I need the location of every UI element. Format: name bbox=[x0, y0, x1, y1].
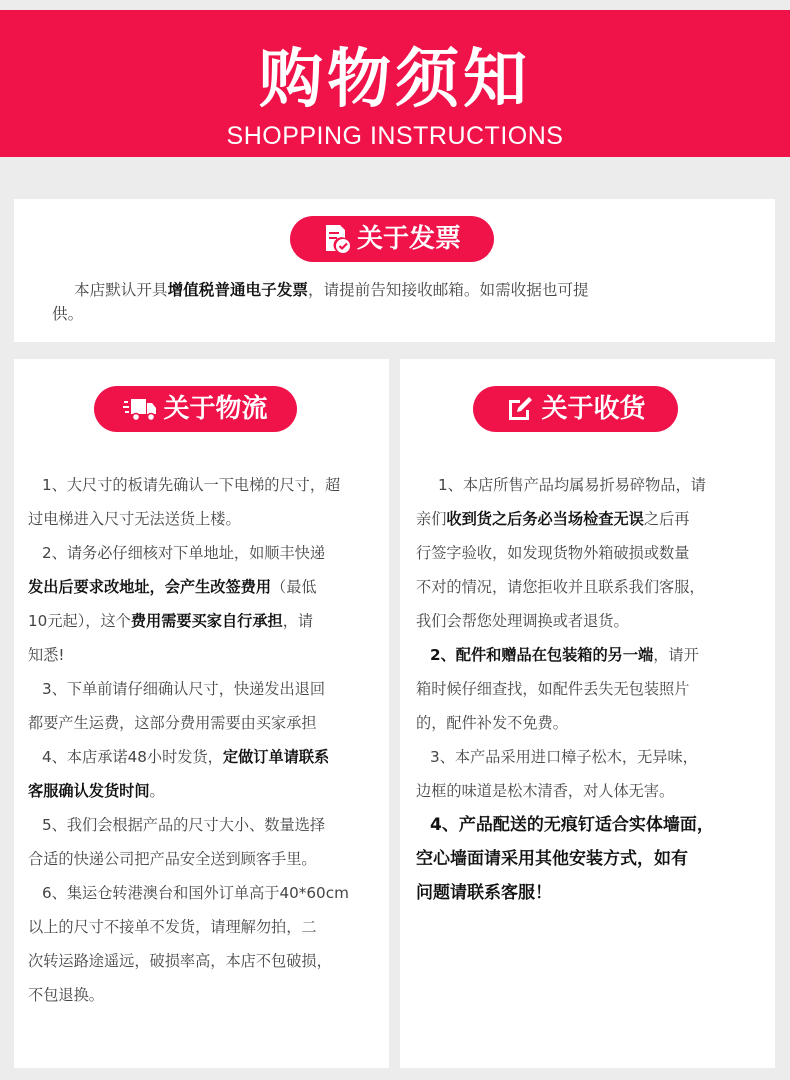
receiving-item-1-text2: 亲们 bbox=[416, 510, 447, 528]
logistics-item-2-line1: 2、请务必仔细核对下单地址，如顺丰快递 bbox=[42, 544, 326, 562]
receiving-item-1-line3: 行签字验收，如发现货物外箱破损或数量 bbox=[416, 544, 690, 562]
logistics-item-2-text3: 10元起），这个 bbox=[28, 612, 131, 630]
logistics-item-4-rest: 。 bbox=[149, 782, 165, 800]
logistics-item-3-line2: 都要产生运费，这部分费用需要由买家承担 bbox=[28, 714, 317, 732]
page-title: 购物须知 bbox=[259, 43, 531, 117]
logistics-item-4-bold2: 客服确认发货时间 bbox=[28, 782, 150, 800]
invoice-text bbox=[52, 278, 767, 326]
logistics-item-3-line1: 3、下单前请仔细确认尺寸，快递发出退回 bbox=[42, 680, 326, 698]
receiving-item-2-bold: 2、配件和赠品在包装箱的另一端 bbox=[430, 646, 654, 664]
logistics-item-2-line4: 知悉! bbox=[28, 646, 65, 664]
receiving-item-2-rest: ，请开 bbox=[653, 646, 699, 664]
invoice-text-line2: 供。 bbox=[52, 305, 84, 323]
logistics-item-2-bold2: 费用需要买家自行承担 bbox=[130, 612, 283, 630]
receiving-item-1-line4: 不对的情况，请您拒收并且联系我们客服， bbox=[416, 578, 705, 596]
receiving-heading: 关于收货 bbox=[541, 394, 646, 424]
receiving-item-2-line1 bbox=[416, 638, 771, 672]
logistics-heading: 关于物流 bbox=[163, 394, 268, 424]
logistics-item-1-line2: 过电梯进入尺寸无法送货上楼。 bbox=[28, 510, 241, 528]
logistics-item-5-line1: 5、我们会根据产品的尺寸大小、数量选择 bbox=[42, 816, 326, 834]
receiving-item-2-line3: 的，配件补发不免费。 bbox=[416, 714, 568, 732]
logistics-item-4-line2 bbox=[28, 774, 389, 808]
logistics-item-6-line1: 6、集运仓转港澳台和国外订单高于40*60cm bbox=[42, 884, 349, 902]
logistics-item-2-rest2: ，请 bbox=[282, 612, 314, 630]
receiving-heading-pill bbox=[473, 386, 678, 432]
edit-note-icon bbox=[505, 395, 535, 423]
logistics-item-1-line1: 1、大尺寸的板请先确认一下电梯的尺寸，超 bbox=[42, 476, 341, 494]
logistics-panel bbox=[14, 359, 389, 1068]
logistics-heading-pill bbox=[94, 386, 297, 432]
logistics-item-4-text1: 4、本店承诺48小时发货， bbox=[42, 748, 223, 766]
logistics-list bbox=[28, 468, 389, 1012]
invoice-heading: 关于发票 bbox=[356, 224, 461, 254]
invoice-text-end: ，请提前告知接收邮箱。如需收据也可提 bbox=[307, 281, 589, 299]
logistics-item-6-line4: 不包退换。 bbox=[28, 986, 104, 1004]
invoice-text-start: 本店默认开具 bbox=[74, 281, 168, 299]
logistics-item-2-bold1: 发出后要求改地址，会产生改签费用 bbox=[28, 578, 271, 596]
logistics-item-5-line2: 合适的快递公司把产品安全送到顾客手里。 bbox=[28, 850, 317, 868]
invoice-heading-pill bbox=[290, 216, 494, 262]
invoice-type: 增值税普通电子发票 bbox=[167, 281, 308, 299]
receiving-item-4-line3: 问题请联系客服！ bbox=[416, 883, 552, 903]
truck-icon bbox=[123, 396, 157, 422]
receiving-list bbox=[416, 468, 771, 910]
invoice-check-icon bbox=[323, 224, 351, 254]
logistics-item-4-bold1: 定做订单请联系 bbox=[222, 748, 330, 766]
page-subtitle: SHOPPING INSTRUCTIONS bbox=[226, 122, 564, 150]
receiving-item-1-rest: 之后再 bbox=[643, 510, 690, 528]
receiving-item-1-bold: 收到货之后务必当场检查无误 bbox=[446, 510, 644, 528]
header-banner bbox=[0, 10, 790, 157]
logistics-item-2-line3 bbox=[28, 604, 389, 638]
logistics-item-4-line1 bbox=[28, 740, 389, 774]
logistics-item-2-line2 bbox=[28, 570, 389, 604]
receiving-panel bbox=[400, 359, 775, 1068]
receiving-item-1-line5: 我们会帮您处理调换或者退货。 bbox=[416, 612, 629, 630]
receiving-item-3-line1: 3、本产品采用进口樟子松木，无异味， bbox=[430, 748, 698, 766]
logistics-item-6-line2: 以上的尺寸不接单不发货，请理解勿拍，二 bbox=[28, 918, 317, 936]
receiving-item-1-line1: 1、本店所售产品均属易折易碎物品，请 bbox=[438, 476, 706, 494]
invoice-panel bbox=[14, 199, 775, 342]
receiving-item-4-line2: 空心墙面请采用其他安装方式，如有 bbox=[416, 849, 688, 869]
logistics-item-2-rest1: （最低 bbox=[271, 578, 317, 596]
receiving-item-3-line2: 边框的味道是松木清香，对人体无害。 bbox=[416, 782, 675, 800]
receiving-item-1-line2 bbox=[416, 502, 771, 536]
receiving-item-4-line1: 4、产品配送的无痕钉适合实体墙面， bbox=[430, 815, 714, 835]
receiving-item-2-line2: 箱时候仔细查找，如配件丢失无包装照片 bbox=[416, 680, 690, 698]
logistics-item-6-line3: 次转运路途遥远，破损率高，本店不包破损， bbox=[28, 952, 332, 970]
